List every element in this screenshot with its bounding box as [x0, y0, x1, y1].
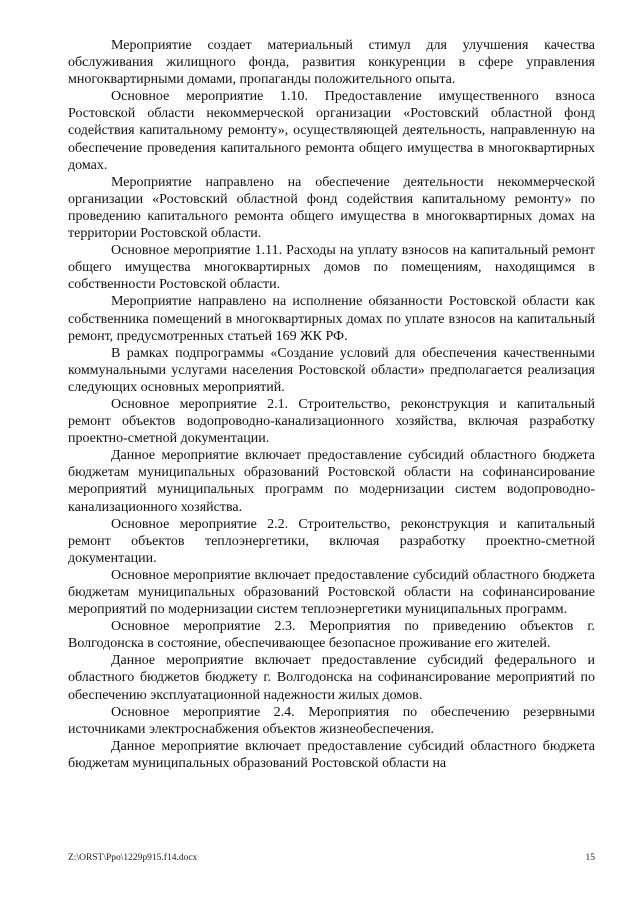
footer-file-path: Z:\ORST\Ppo\1229p915.f14.docx: [68, 853, 198, 863]
paragraph: Основное мероприятие 2.1. Строительство, реконструкция и капитальный ремонт объектов водопроводно-канализационного хозяйства, включая разработку проектно-сметной документации.: [68, 396, 595, 447]
paragraph: Данное мероприятие включает предоставление субсидий областного бюджета бюджетам муниципальных образований Ростовской области на софинансирование мероприятий муниципальных программ по модернизации систем водопроводно-канализационного хозяйства.: [68, 448, 595, 515]
paragraph: В рамках подпрограммы «Создание условий для обеспечения качественными коммунальными услугами населения Ростовской области» предполагается реализация следующих основных мероприятий.: [68, 345, 595, 395]
paragraph: Основное мероприятие 1.11. Расходы на уплату взносов на капитальный ремонт общего имущества многоквартирных домов по помещениям, находящимся в собственности Ростовской области.: [68, 243, 595, 293]
paragraph: Основное мероприятие 2.4. Мероприятия по обеспечению резервными источниками электроснабжения объектов жизнеобеспечения.: [68, 704, 595, 737]
paragraph: Данное мероприятие включает предоставление субсидий федерального и областного бюджетов бюджету г. Волгодонска на софинансирование мероприятий по обеспечению эксплуатационной надежности жилых домов.: [68, 653, 595, 703]
paragraph: Основное мероприятие 2.2. Строительство, реконструкция и капитальный ремонт объектов теплоэнергетики, включая разработку проектно-сметной документации.: [68, 516, 595, 566]
paragraph: Основное мероприятие 1.10. Предоставление имущественного взноса Ростовской области некоммерческой организации «Ростовский областной фонд содействия капитальному ремонту», осуществляющей деятельность, направленную на обеспечение проведения капитального ремонта общего имущества в многоквартирных домах.: [68, 89, 595, 173]
paragraph: Мероприятие направлено на обеспечение деятельности некоммерческой организации «Ростовский областной фонд содействия капитальному ремонту» по проведению капитального ремонта общего имущества в многоквартирных домах на территории Ростовской области.: [68, 174, 595, 242]
paragraph: Основное мероприятие включает предоставление субсидий областного бюджета бюджетам муниципальных образований Ростовской области на софинансирование мероприятий по модернизации систем теплоэнергетики муниципальных программ.: [68, 567, 595, 618]
page-number: 15: [585, 853, 595, 863]
page-footer: [68, 852, 595, 866]
paragraph: Мероприятие создает материальный стимул для улучшения качества обслуживания жилищного фонда, развития конкуренции в сфере управления многоквартирными домами, пропаганды положительного опыта.: [68, 38, 595, 88]
document-body: [68, 37, 595, 772]
paragraph: Мероприятие направлено на исполнение обязанности Ростовской области как собственника помещений в многоквартирных домах по уплате взносов на капитальный ремонт, предусмотренных статьей 169 ЖК РФ.: [68, 294, 595, 344]
paragraph: Основное мероприятие 2.3. Мероприятия по приведению объектов г. Волгодонска в состояние, обеспечивающее безопасное проживание его жителей.: [68, 619, 595, 652]
paragraph: Данное мероприятие включает предоставление субсидий областного бюджета бюджетам муниципальных образований Ростовской области на: [68, 738, 595, 771]
